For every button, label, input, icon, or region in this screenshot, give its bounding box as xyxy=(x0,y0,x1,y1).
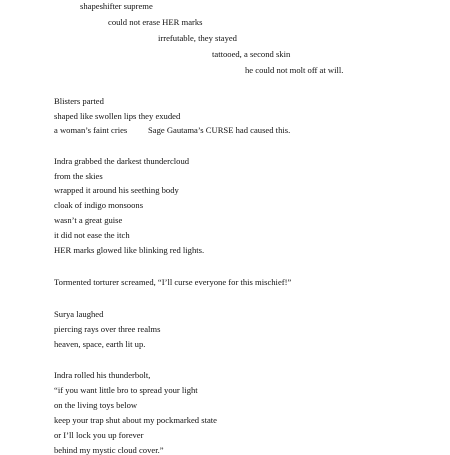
poem-line: tattooed, a second skin xyxy=(212,49,291,59)
poem-line: shaped like swollen lips they exuded xyxy=(54,111,181,121)
poem-line: “if you want little bro to spread your light xyxy=(54,385,198,395)
poem-line: cloak of indigo monsoons xyxy=(54,200,144,210)
poem-line: from the skies xyxy=(54,171,103,181)
poem-line: shapeshifter supreme xyxy=(80,1,153,11)
poem-line: Indra rolled his thunderbolt, xyxy=(54,370,151,380)
poem-line: piercing rays over three realms xyxy=(54,324,161,334)
poem-line: Indra grabbed the darkest thundercloud xyxy=(54,156,190,166)
poem-line: or I’ll lock you up forever xyxy=(54,430,144,440)
poem-line: Sage Gautama’s CURSE had caused this. xyxy=(148,125,291,135)
poem-line: a woman’s faint cries xyxy=(54,125,128,135)
poem-line: it did not ease the itch xyxy=(54,230,130,240)
poem-line: he could not molt off at will. xyxy=(245,65,344,75)
poem-line: wasn’t a great guise xyxy=(54,215,123,225)
poem-line: behind my mystic cloud cover.” xyxy=(54,445,164,455)
poem-line: wrapped it around his seething body xyxy=(54,185,179,195)
poem-line: on the living toys below xyxy=(54,400,138,410)
poem-line: heaven, space, earth lit up. xyxy=(54,339,146,349)
poem-line: Blisters parted xyxy=(54,96,104,106)
poem-line: HER marks glowed like blinking red lights. xyxy=(54,245,205,255)
poem-line: Surya laughed xyxy=(54,309,104,319)
poem-line: could not erase HER marks xyxy=(108,17,203,27)
poem-line: irrefutable, they stayed xyxy=(158,33,237,43)
poem-line: Tormented torturer screamed, “I’ll curse everyone for this mischief!” xyxy=(54,277,292,287)
poem-line: keep your trap shut about my pockmarked state xyxy=(54,415,217,425)
